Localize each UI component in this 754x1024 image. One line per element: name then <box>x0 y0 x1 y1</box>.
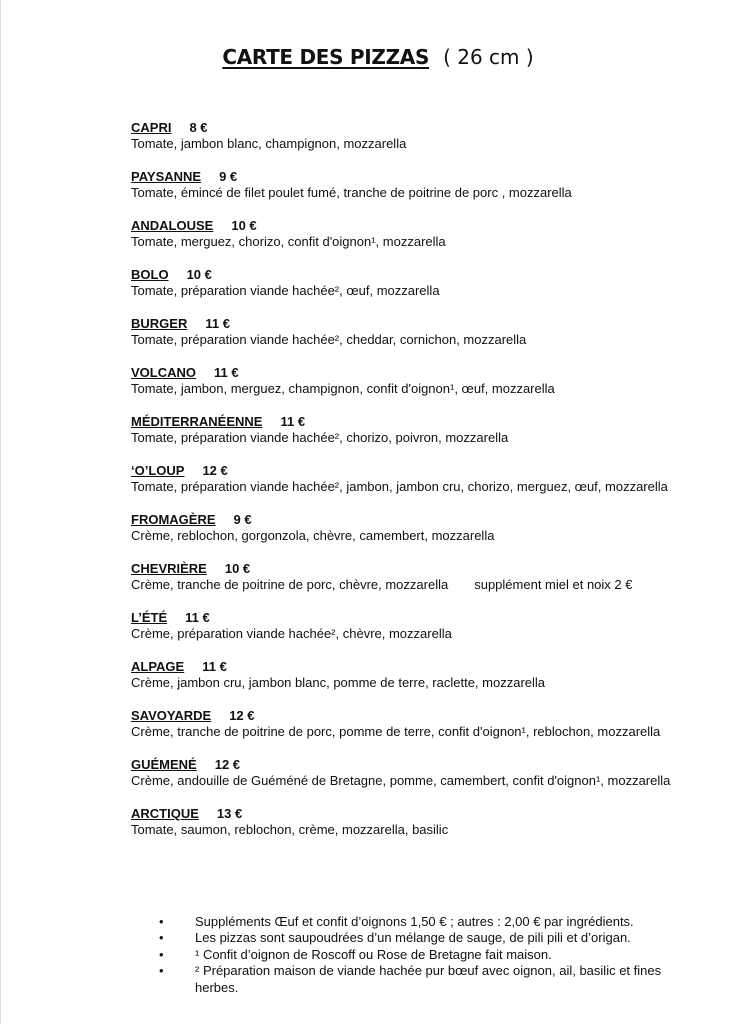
pizza-price: 12 € <box>214 757 241 772</box>
pizza-item <box>131 610 711 643</box>
note-item: • ² Préparation maison de viande hachée pur bœuf avec oignon, ail, basilic et fines herbes. <box>159 963 699 996</box>
pizza-description-line <box>131 822 711 838</box>
pizza-item <box>131 267 711 300</box>
pizza-item <box>131 463 711 496</box>
title-main: CARTE DES PIZZAS <box>222 45 430 69</box>
pizza-name: VOLCANO <box>131 365 196 380</box>
pizza-item <box>131 365 711 398</box>
pizza-item <box>131 806 711 839</box>
pizza-item <box>131 512 711 545</box>
pizza-price: 10 € <box>186 267 212 282</box>
pizza-header <box>131 120 711 136</box>
pizza-header <box>131 757 711 773</box>
pizza-description-line <box>131 626 711 642</box>
pizza-name: GUÉMENÉ <box>131 757 197 772</box>
pizza-extra: supplément miel et noix 2 € <box>474 577 633 593</box>
pizza-name: ANDALOUSE <box>131 218 214 233</box>
pizza-item <box>131 169 711 202</box>
pizza-item <box>131 218 711 251</box>
pizza-price: 9 € <box>219 169 238 184</box>
pizza-price: 13 € <box>216 806 243 821</box>
pizza-price: 9 € <box>233 512 252 527</box>
pizza-description: Crème, tranche de poitrine de porc, pomme de terre, confit d'oignon¹, reblochon, mozzarella <box>131 724 661 740</box>
pizza-description: Tomate, jambon, merguez, champignon, confit d'oignon¹, œuf, mozzarella <box>131 381 555 397</box>
pizza-item <box>131 708 711 741</box>
pizza-header <box>131 512 711 528</box>
note-item: • Suppléments Œuf et confit d’oignons 1,50 € ; autres : 2,00 € par ingrédients. <box>159 914 699 930</box>
pizza-description-line <box>131 234 711 250</box>
pizza-name: L’ÉTÉ <box>131 610 168 625</box>
pizza-name: PAYSANNE <box>131 169 202 184</box>
pizza-name: CAPRI <box>131 120 172 135</box>
pizza-header <box>131 708 711 724</box>
pizza-description: Crème, tranche de poitrine de porc, chèvre, mozzarella <box>131 577 449 593</box>
pizza-header <box>131 365 711 381</box>
pizza-price: 11 € <box>280 414 306 429</box>
pizza-description: Crème, jambon cru, jambon blanc, pomme de terre, raclette, mozzarella <box>131 675 546 691</box>
pizza-item <box>131 757 711 790</box>
pizza-description: Crème, reblochon, gorgonzola, chèvre, camembert, mozzarella <box>131 528 495 544</box>
pizza-description: Tomate, préparation viande hachée², chorizo, poivron, mozzarella <box>131 430 509 446</box>
pizza-header <box>131 316 711 332</box>
pizza-description-line <box>131 136 711 152</box>
pizza-description-line <box>131 675 711 691</box>
pizza-header <box>131 610 711 626</box>
pizza-description-line <box>131 430 711 446</box>
pizza-description-line <box>131 185 711 201</box>
pizza-description: Tomate, saumon, reblochon, crème, mozzarella, basilic <box>131 822 449 838</box>
pizza-item <box>131 659 711 692</box>
pizza-name: SAVOYARDE <box>131 708 212 723</box>
pizza-name: ALPAGE <box>131 659 185 674</box>
pizza-list <box>131 120 711 855</box>
pizza-price: 11 € <box>205 316 230 331</box>
pizza-description-line <box>131 283 711 299</box>
pizza-description-line <box>131 528 711 544</box>
pizza-name: ARCTIQUE <box>131 806 199 821</box>
pizza-price: 8 € <box>189 120 208 135</box>
pizza-header <box>131 414 711 430</box>
pizza-item <box>131 414 711 447</box>
pizza-description: Crème, préparation viande hachée², chèvre, mozzarella <box>131 626 452 642</box>
pizza-item <box>131 561 711 594</box>
pizza-header <box>131 169 711 185</box>
pizza-item <box>131 120 711 153</box>
pizza-description: Tomate, émincé de filet poulet fumé, tranche de poitrine de porc , mozzarella <box>131 185 572 201</box>
pizza-header <box>131 267 711 283</box>
pizza-name: ‘O’LOUP <box>131 463 185 478</box>
pizza-description: Tomate, jambon blanc, champignon, mozzarella <box>131 136 407 152</box>
pizza-name: BOLO <box>131 267 169 282</box>
pizza-price: 11 € <box>202 659 227 674</box>
pizza-header <box>131 659 711 675</box>
pizza-header <box>131 218 711 234</box>
pizza-header <box>131 561 711 577</box>
pizza-name: BURGER <box>131 316 188 331</box>
pizza-description-line <box>131 773 711 789</box>
pizza-price: 11 € <box>214 365 239 380</box>
pizza-price: 11 € <box>185 610 210 625</box>
pizza-name: CHEVRIÈRE <box>131 561 207 576</box>
note-item: • Les pizzas sont saupoudrées d’un mélange de sauge, de pili pili et d’origan. <box>159 930 699 946</box>
pizza-description-line <box>131 381 711 397</box>
pizza-description-line <box>131 577 711 593</box>
pizza-item <box>131 316 711 349</box>
page-title <box>1 44 754 70</box>
pizza-price: 10 € <box>231 218 257 233</box>
pizza-name: FROMAGÈRE <box>131 512 216 527</box>
pizza-description: Tomate, préparation viande hachée², œuf, mozzarella <box>131 283 440 299</box>
pizza-price: 12 € <box>202 463 228 478</box>
pizza-description: Tomate, préparation viande hachée², jambon, jambon cru, chorizo, merguez, œuf, mozzarella <box>131 479 668 495</box>
pizza-description-line <box>131 479 711 495</box>
pizza-header <box>131 463 711 479</box>
pizza-name: MÉDITERRANÉENNE <box>131 414 263 429</box>
note-item: • ¹ Confit d’oignon de Roscoff ou Rose de Bretagne fait maison. <box>159 947 699 963</box>
pizza-description-line <box>131 724 711 740</box>
pizza-description: Crème, andouille de Guéméné de Bretagne, pomme, camembert, confit d'oignon¹, mozzarella <box>131 773 671 789</box>
pizza-description-line <box>131 332 711 348</box>
pizza-description: Tomate, préparation viande hachée², cheddar, cornichon, mozzarella <box>131 332 527 348</box>
pizza-header <box>131 806 711 822</box>
notes-list <box>159 914 699 996</box>
pizza-price: 10 € <box>224 561 251 576</box>
pizza-description: Tomate, merguez, chorizo, confit d'oignon¹, mozzarella <box>131 234 446 250</box>
title-size: ( 26 cm ) <box>443 45 534 69</box>
pizza-price: 12 € <box>229 708 255 723</box>
